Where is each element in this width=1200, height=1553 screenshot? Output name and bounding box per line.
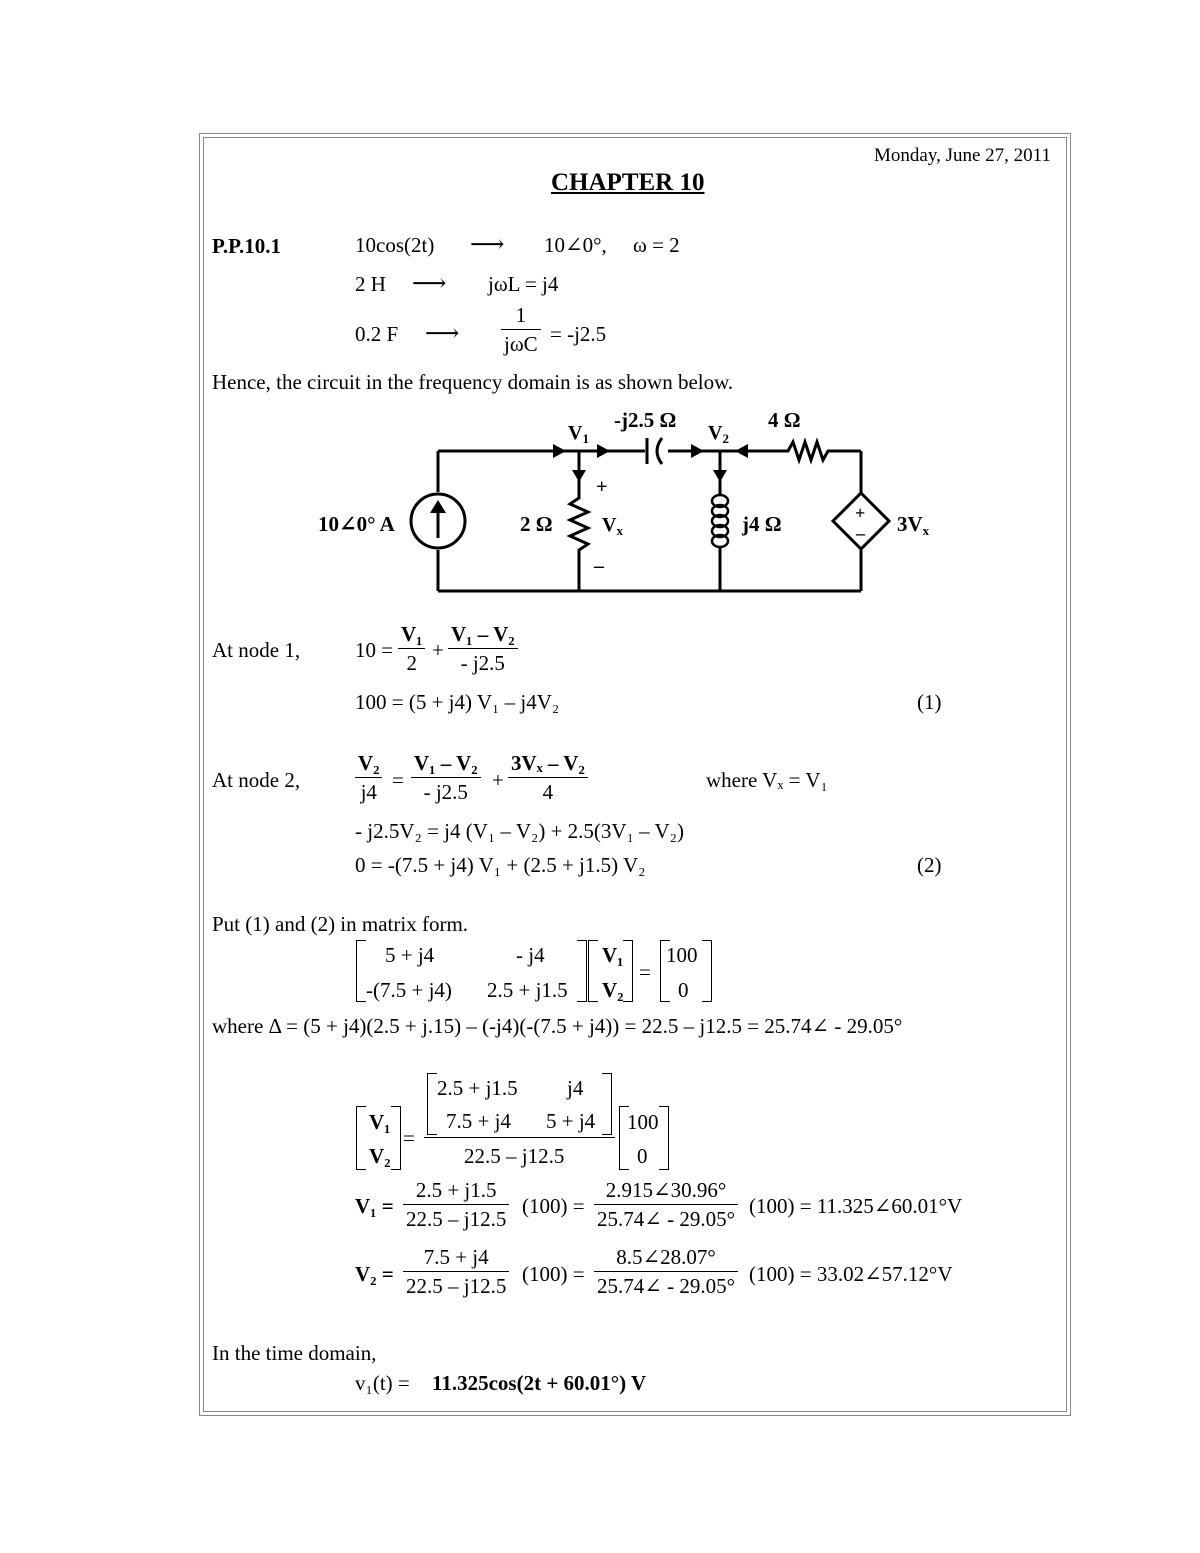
capacitor-label: -j2.5 Ω	[614, 408, 677, 432]
num-n21: 7.5 + j4	[446, 1109, 511, 1133]
dep-source-minus: –	[856, 523, 865, 543]
line3-fraction	[501, 305, 541, 355]
v2-node-label: $V_2$	[708, 422, 729, 446]
sol-left-bracket	[356, 1106, 366, 1170]
line3-den: jωC	[504, 332, 538, 356]
v2-frac1-den: 22.5 – j12.5	[406, 1274, 507, 1298]
v1-frac1-den: 22.5 – j12.5	[406, 1207, 507, 1231]
node2-frac1-num: V₁ – V₂	[411, 753, 481, 778]
num-n22: 5 + j4	[546, 1109, 596, 1133]
matrix-x1: V₁	[602, 943, 624, 967]
line1-left: 10cos(2t)	[355, 233, 435, 257]
line3-num: 1	[501, 305, 541, 330]
matrix-a-right-bracket	[577, 940, 587, 1002]
node1-frac2	[448, 624, 518, 674]
v1-result: (100) = 11.325∠60.01°V	[749, 1194, 963, 1218]
num-n11: 2.5 + j1.5	[437, 1076, 518, 1100]
chapter-title: CHAPTER 10	[551, 169, 705, 196]
node2-frac1	[411, 753, 481, 803]
num-n12: j4	[567, 1076, 584, 1100]
current-source-label: 10∠0° A	[318, 512, 395, 536]
node1-label: At node 1,	[212, 638, 301, 662]
line3-rest: = -j2.5	[550, 322, 607, 346]
resistor-2-label: 2 Ω	[520, 512, 553, 536]
v2-lhs: V₂ =	[355, 1262, 394, 1286]
v2-frac2-den: 25.74∠ - 29.05°	[597, 1274, 735, 1298]
v1-frac2-den: 25.74∠ - 29.05°	[597, 1207, 735, 1231]
v2-mid: (100) =	[522, 1262, 585, 1286]
v1-frac1-num: 2.5 + j1.5	[403, 1180, 509, 1205]
v2-frac2	[594, 1247, 738, 1297]
line2-arrow: ⟶	[412, 271, 447, 297]
node2-plus: +	[492, 768, 504, 792]
matrix-a21: -(7.5 + j4)	[366, 978, 452, 1002]
v1-node-label: $V_1$	[568, 422, 589, 446]
node1-equation: 100 = (5 + j4) V₁ – j4V₂	[355, 690, 560, 714]
node2-frac0	[355, 753, 382, 803]
num-matrix-right-bracket	[602, 1073, 612, 1135]
determinant-line: where Δ = (5 + j4)(2.5 + j.15) – (-j4)(-(7.5 + j4)) = 22.5 – j12.5 = 25.74∠ - 29.05°	[212, 1014, 903, 1038]
v2-result: (100) = 33.02∠57.12°V	[749, 1262, 953, 1286]
matrix-a12: - j4	[516, 943, 545, 967]
col-c2: 0	[637, 1144, 648, 1168]
time-result: 11.325cos(2t + 60.01°) V	[432, 1371, 647, 1395]
matrix-a22: 2.5 + j1.5	[487, 978, 568, 1002]
node2-equation2: 0 = -(7.5 + j4) V₁ + (2.5 + j1.5) V₂	[355, 853, 646, 877]
inductor-coil	[712, 495, 728, 547]
node2-frac2-den: 4	[542, 780, 554, 804]
node2-frac1-den: - j2.5	[423, 780, 468, 804]
node2-frac2	[508, 753, 588, 803]
node1-plus: +	[432, 638, 444, 662]
current-arrows	[430, 444, 748, 513]
line2-left: 2 H	[355, 272, 386, 296]
node1-frac1-den: 2	[406, 651, 417, 675]
v2-frac2-num: 8.5∠28.07°	[594, 1247, 738, 1272]
matrix-x-left-bracket	[588, 940, 598, 1002]
date: Monday, June 27, 2011	[874, 145, 1051, 166]
matrix-a11: 5 + j4	[385, 943, 435, 967]
v1-frac2	[594, 1180, 738, 1230]
matrix-x-right-bracket	[623, 940, 633, 1002]
node2-equation1: - j2.5V₂ = j4 (V₁ – V₂) + 2.5(3V₁ – V₂)	[355, 819, 684, 843]
col-right-bracket	[659, 1106, 669, 1170]
node2-frac2-num: 3Vₓ – V₂	[508, 753, 588, 778]
hence-text: Hence, the circuit in the frequency domain is as shown below.	[212, 370, 734, 394]
sol-fraction-bar	[424, 1137, 615, 1138]
problem-label: P.P.10.1	[212, 234, 282, 258]
time-lhs: v₁(t) =	[355, 1371, 410, 1395]
vx-minus: –	[594, 555, 604, 577]
v1-frac2-num: 2.915∠30.96°	[594, 1180, 738, 1205]
eq1-tag: (1)	[917, 690, 942, 714]
node1-frac2-num: V₁ – V₂	[448, 624, 518, 649]
v1-mid: (100) =	[522, 1194, 585, 1218]
vx-label: $V_x$	[602, 514, 623, 538]
node2-where: where Vₓ = V₁	[706, 768, 828, 792]
node2-frac0-den: j4	[360, 780, 377, 804]
line3-arrow: ⟶	[425, 321, 460, 347]
node2-frac0-num: V₂	[355, 753, 382, 778]
line1-right: 10∠0°,	[544, 233, 607, 257]
v2-frac1-num: 7.5 + j4	[403, 1247, 509, 1272]
node1-frac1	[398, 624, 425, 674]
v1-lhs: V₁ =	[355, 1194, 394, 1218]
eq2-tag: (2)	[917, 853, 942, 877]
line2-right: jωL = j4	[488, 272, 559, 296]
line1-omega: ω = 2	[633, 233, 680, 257]
node1-lhs: 10 =	[355, 638, 394, 662]
node2-equals: =	[392, 768, 404, 792]
inductor-label: j4 Ω	[742, 512, 782, 536]
sol-v2: V₂	[369, 1144, 391, 1168]
dep-source-label: $3V_x$	[897, 512, 930, 538]
col-c1: 100	[627, 1110, 659, 1134]
sol-right-bracket	[391, 1106, 401, 1170]
sol-v1: V₁	[369, 1110, 391, 1134]
num-matrix-left-bracket	[427, 1073, 437, 1135]
v1-frac1	[403, 1180, 509, 1230]
sol-equals: =	[403, 1126, 415, 1150]
matrix-a-left-bracket	[356, 940, 366, 1002]
node1-frac1-num: V₁	[398, 624, 425, 649]
matrix-b-right-bracket	[702, 940, 712, 1002]
matrix-equals: =	[639, 960, 651, 984]
v2-frac1	[403, 1247, 509, 1297]
time-intro: In the time domain,	[212, 1341, 377, 1365]
resistor-4-label: 4 Ω	[768, 408, 801, 432]
node2-label: At node 2,	[212, 768, 301, 792]
matrix-b2: 0	[678, 978, 689, 1002]
matrix-intro: Put (1) and (2) in matrix form.	[212, 912, 469, 936]
dep-source-plus: +	[855, 503, 866, 523]
matrix-x2: V₂	[602, 978, 624, 1002]
line1-arrow: ⟶	[470, 232, 505, 258]
sol-denominator: 22.5 – j12.5	[464, 1144, 565, 1168]
node1-frac2-den: - j2.5	[460, 651, 505, 675]
matrix-b1: 100	[666, 943, 698, 967]
line3-left: 0.2 F	[355, 322, 399, 346]
vx-plus: +	[596, 476, 608, 498]
